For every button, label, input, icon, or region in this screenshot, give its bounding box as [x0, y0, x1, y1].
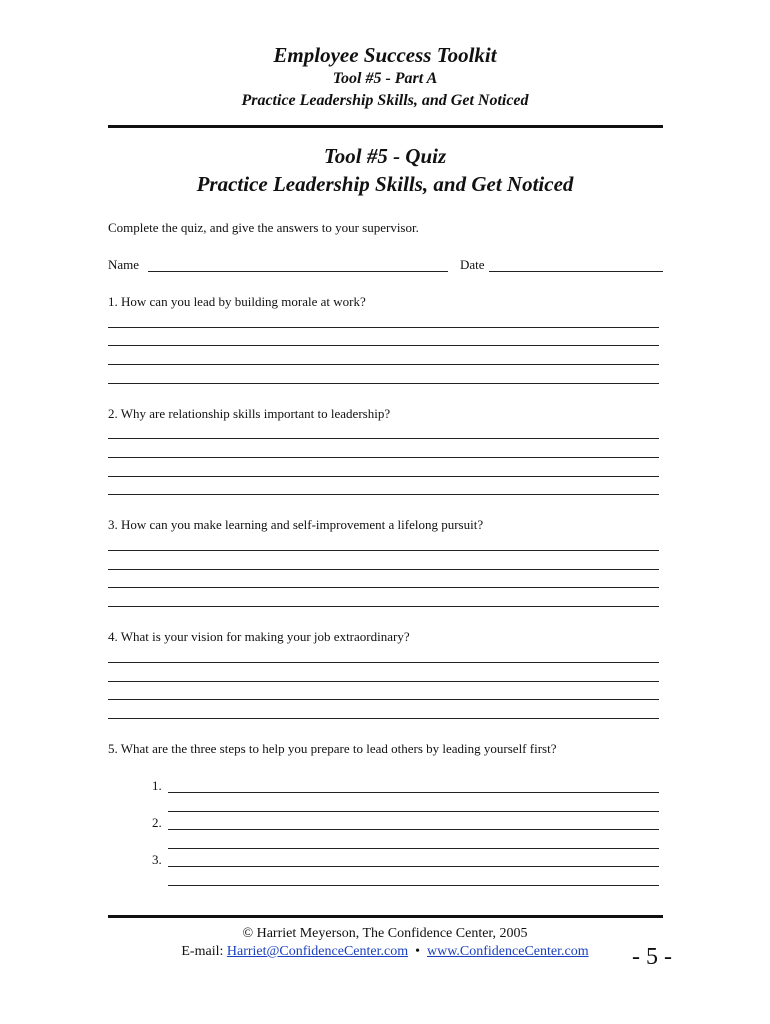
answer-line[interactable] [108, 383, 659, 384]
answer-line[interactable] [108, 550, 659, 551]
answer-line[interactable] [108, 476, 659, 477]
name-label: Name [108, 257, 140, 272]
answer-line[interactable] [108, 718, 659, 719]
answer-line[interactable] [108, 699, 659, 700]
answer-line[interactable] [108, 569, 659, 570]
answer-line[interactable] [108, 327, 659, 328]
answer-line[interactable] [108, 662, 659, 663]
question-4: 4. What is your vision for making your job extraordinary? [108, 629, 410, 644]
question-1: 1. How can you lead by building morale at work? [108, 294, 366, 309]
date-field[interactable] [489, 271, 663, 272]
answer-line[interactable] [108, 494, 659, 495]
step-3-line[interactable] [168, 866, 659, 867]
document-subtitle: Tool #5 - Part A [332, 70, 438, 87]
email-label: E-mail: [181, 944, 224, 959]
step-1-line[interactable] [168, 792, 659, 793]
answer-line[interactable] [108, 364, 659, 365]
name-field[interactable] [148, 271, 448, 272]
bullet-separator: • [415, 944, 420, 959]
question-3: 3. How can you make learning and self-improvement a lifelong pursuit? [108, 517, 484, 532]
quiz-subtitle: Practice Leadership Skills, and Get Noticed [196, 172, 574, 196]
question-5: 5. What are the three steps to help you prepare to lead others by leading yourself first? [108, 741, 557, 756]
answer-line[interactable] [108, 438, 659, 439]
document-title: Employee Success Toolkit [273, 43, 497, 67]
step-1-line-2[interactable] [168, 811, 659, 812]
answer-line[interactable] [108, 606, 659, 607]
answer-line[interactable] [108, 681, 659, 682]
footer-rule [108, 915, 663, 918]
header-rule [108, 125, 663, 128]
answer-line[interactable] [108, 457, 659, 458]
page-number: - 5 - [632, 944, 672, 970]
document-subtitle-2: Practice Leadership Skills, and Get Noticed [241, 92, 529, 109]
date-label: Date [460, 257, 485, 272]
step-2-line[interactable] [168, 829, 659, 830]
email-link[interactable]: Harriet@ConfidenceCenter.com [226, 944, 409, 959]
step-1-label: 1. [152, 778, 162, 793]
quiz-instructions: Complete the quiz, and give the answers to your supervisor. [108, 220, 419, 235]
answer-line[interactable] [108, 345, 659, 346]
quiz-title: Tool #5 - Quiz [323, 144, 447, 168]
step-2-label: 2. [152, 815, 162, 830]
step-2-line-2[interactable] [168, 848, 659, 849]
question-2: 2. Why are relationship skills important to leadership? [108, 406, 391, 421]
answer-line[interactable] [108, 587, 659, 588]
step-3-line-2[interactable] [168, 885, 659, 886]
website-link[interactable]: www.ConfidenceCenter.com [427, 944, 589, 959]
step-3-label: 3. [152, 852, 162, 867]
copyright: © Harriet Meyerson, The Confidence Center, 2005 [242, 926, 528, 941]
